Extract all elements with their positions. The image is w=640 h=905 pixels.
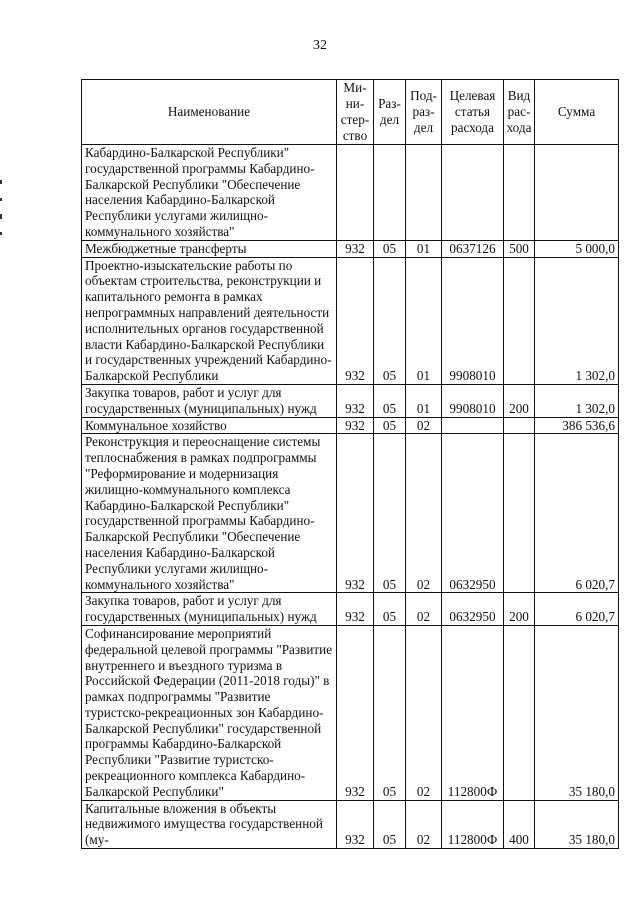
cell-target: 9908010: [442, 257, 504, 384]
cell-subsection: 02: [406, 800, 442, 848]
cell-type: [504, 625, 535, 800]
cell-section: 05: [374, 625, 406, 800]
cell-name: Реконструкция и переоснащение системы теплоснабжения в рамках подпрограммы "Реформирование и модернизация жилищно-коммунального комплекса Кабардино-Балкарской Республики" государственной программы Кабардино-Балкарской Республики "Обеспечение населения Кабардино-Балкарской Республики услугами жилищно-коммунального хозяйства": [82, 434, 337, 593]
cell-ministry: 932: [337, 434, 374, 593]
cell-subsection: [406, 145, 442, 241]
cell-ministry: 932: [337, 800, 374, 848]
cell-type: 400: [504, 800, 535, 848]
table-body: [82, 145, 619, 849]
cell-sum: 6 020,7: [535, 593, 619, 626]
cell-section: 05: [374, 434, 406, 593]
cell-sum: 386 536,6: [535, 417, 619, 434]
cell-subsection: 01: [406, 257, 442, 384]
cell-type: 500: [504, 240, 535, 257]
cell-type: [504, 257, 535, 384]
cell-target: 0632950: [442, 593, 504, 626]
table-header-row: [82, 80, 619, 145]
cell-type: 200: [504, 593, 535, 626]
cell-type: 200: [504, 384, 535, 417]
cell-ministry: 932: [337, 257, 374, 384]
cell-sum: 1 302,0: [535, 257, 619, 384]
cell-subsection: 02: [406, 417, 442, 434]
cell-sum: [535, 145, 619, 241]
cell-name: Капитальные вложения в объекты недвижимого имущества государственной (му-: [82, 800, 337, 848]
cell-sum: 5 000,0: [535, 240, 619, 257]
cell-target: 0637126: [442, 240, 504, 257]
cell-ministry: 932: [337, 384, 374, 417]
table-row: [82, 434, 619, 593]
cell-type: [504, 434, 535, 593]
cell-type: [504, 417, 535, 434]
cell-type: [504, 145, 535, 241]
cell-target: [442, 417, 504, 434]
cell-target: [442, 145, 504, 241]
cell-sum: 35 180,0: [535, 625, 619, 800]
cell-subsection: 01: [406, 240, 442, 257]
table-row: [82, 145, 619, 241]
cell-name: Закупка товаров, работ и услуг для государственных (муниципальных) нужд: [82, 593, 337, 626]
table-row: [82, 240, 619, 257]
table-row: [82, 384, 619, 417]
header-section: Раз- дел: [374, 80, 406, 145]
cell-subsection: 02: [406, 625, 442, 800]
cell-subsection: 02: [406, 593, 442, 626]
table-row: [82, 593, 619, 626]
cell-sum: 35 180,0: [535, 800, 619, 848]
cell-ministry: 932: [337, 240, 374, 257]
cell-name: Закупка товаров, работ и услуг для государственных (муниципальных) нужд: [82, 384, 337, 417]
cell-subsection: 01: [406, 384, 442, 417]
header-target: Целевая статья расхода: [442, 80, 504, 145]
cell-target: 112800Ф: [442, 625, 504, 800]
cell-section: 05: [374, 257, 406, 384]
cell-subsection: 02: [406, 434, 442, 593]
cell-target: 0632950: [442, 434, 504, 593]
cell-section: 05: [374, 417, 406, 434]
table-row: [82, 800, 619, 848]
cell-section: 05: [374, 593, 406, 626]
header-ministry: Ми- ни- стер- ство: [337, 80, 374, 145]
cell-name: Проектно-изыскательские работы по объектам строительства, реконструкции и капитального ремонта в рамках непрограммных направлений деятельности исполнительных органов государственной власти Кабардино-Балкарской Республики и государственных учреждений Кабардино-Балкарской Республики: [82, 257, 337, 384]
cell-ministry: 932: [337, 417, 374, 434]
cell-target: 112800Ф: [442, 800, 504, 848]
cell-sum: 6 020,7: [535, 434, 619, 593]
header-type: Вид рас- хода: [504, 80, 535, 145]
cell-target: 9908010: [442, 384, 504, 417]
table-row: [82, 257, 619, 384]
header-sum: Сумма: [535, 80, 619, 145]
margin-scan-marks: [0, 180, 3, 240]
cell-section: 05: [374, 800, 406, 848]
header-subsection: Под- раз- дел: [406, 80, 442, 145]
cell-sum: 1 302,0: [535, 384, 619, 417]
cell-ministry: [337, 145, 374, 241]
cell-name: Межбюджетные трансферты: [82, 240, 337, 257]
cell-ministry: 932: [337, 625, 374, 800]
table-row: [82, 625, 619, 800]
budget-table: [81, 79, 619, 849]
cell-section: 05: [374, 384, 406, 417]
cell-ministry: 932: [337, 593, 374, 626]
cell-name: Софинансирование мероприятий федеральной целевой программы "Развитие внутреннего и въездного туризма в Российской Федерации (2011-2018 годы)" в рамках подпрограммы "Развитие туристско-рекреационных зон Кабардино-Балкарской Республики" государственной программы Кабардино-Балкарской Республики "Развитие туристско-рекреационного комплекса Кабардино-Балкарской Республики": [82, 625, 337, 800]
cell-section: 05: [374, 240, 406, 257]
header-name: Наименование: [82, 80, 337, 145]
table-row: [82, 417, 619, 434]
cell-name: Кабардино-Балкарской Республики" государственной программы Кабардино-Балкарской Республики "Обеспечение населения Кабардино-Балкарской Республики услугами жилищно-коммунального хозяйства": [82, 145, 337, 241]
page-number: 32: [313, 38, 327, 53]
cell-name: Коммунальное хозяйство: [82, 417, 337, 434]
cell-section: [374, 145, 406, 241]
